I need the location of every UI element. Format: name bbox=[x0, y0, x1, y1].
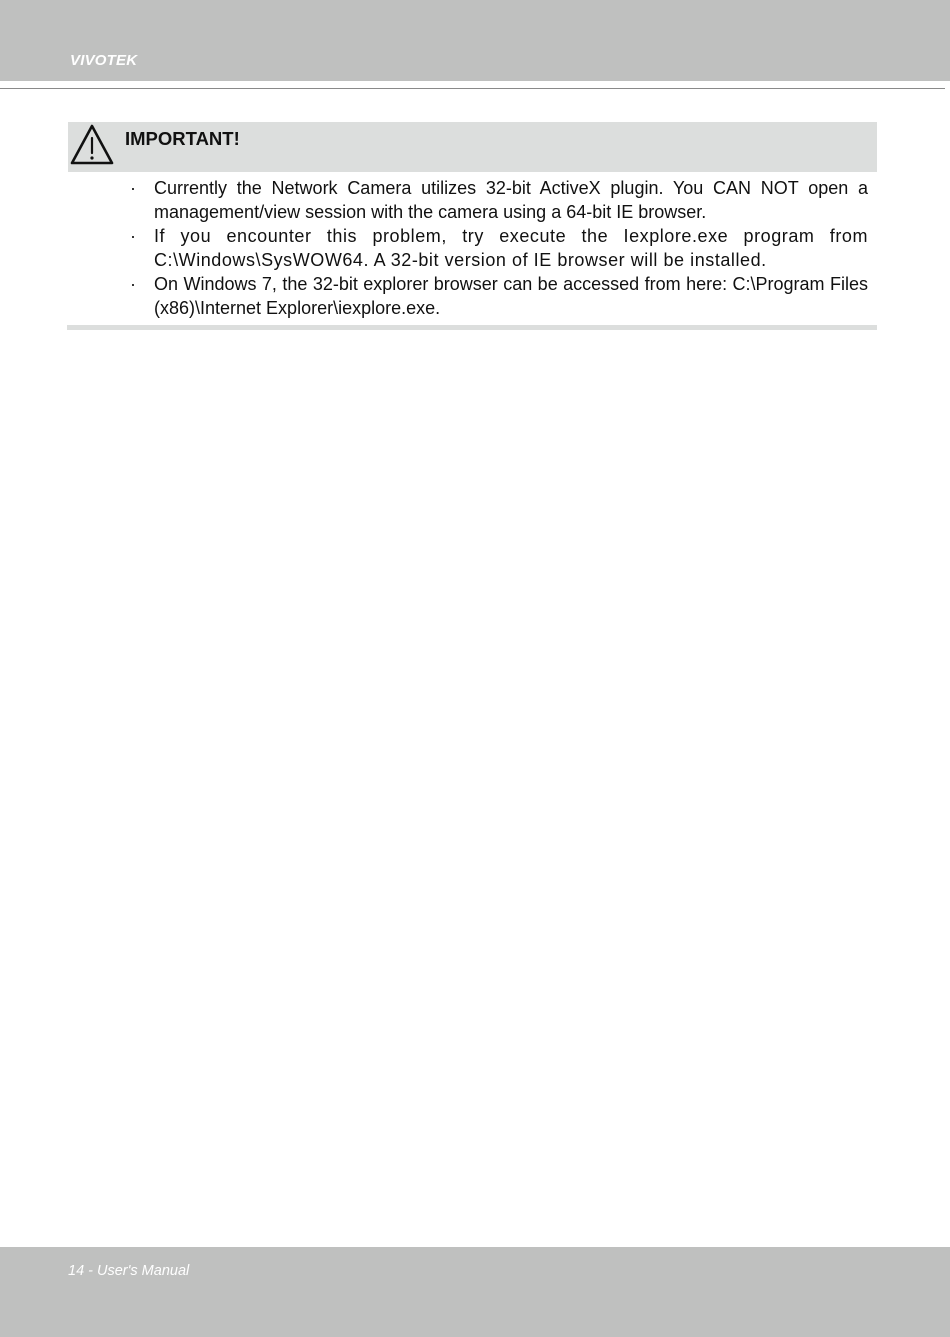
list-item-text: On Windows 7, the 32-bit explorer browser can be accessed from here: C:\Program Files (x86)\Internet Explorer\iexplore.exe. bbox=[154, 274, 868, 318]
page-number-label: 14 - User's Manual bbox=[68, 1263, 190, 1279]
notice-bullet-list bbox=[125, 176, 868, 320]
list-item-text: Currently the Network Camera utilizes 32-bit ActiveX plugin. You CAN NOT open a management/view session with the camera using a 64-bit IE browser. bbox=[154, 178, 868, 222]
header-band bbox=[0, 0, 950, 81]
notice-title: IMPORTANT! bbox=[125, 128, 240, 149]
bullet-icon: · bbox=[130, 274, 136, 294]
footer-band bbox=[0, 1247, 950, 1337]
brand-name: VIVOTEK bbox=[70, 52, 138, 69]
notice-bottom-divider bbox=[67, 325, 877, 330]
header-divider bbox=[0, 88, 945, 89]
warning-triangle-icon bbox=[70, 123, 114, 165]
list-item bbox=[125, 272, 868, 320]
list-item bbox=[125, 176, 868, 224]
list-item bbox=[125, 224, 868, 272]
bullet-icon: · bbox=[130, 178, 136, 198]
list-item-text: If you encounter this problem, try execute the Iexplore.exe program from C:\Windows\SysWOW64. A 32-bit version of IE browser will be installed. bbox=[154, 226, 868, 270]
bullet-icon: · bbox=[130, 226, 137, 246]
